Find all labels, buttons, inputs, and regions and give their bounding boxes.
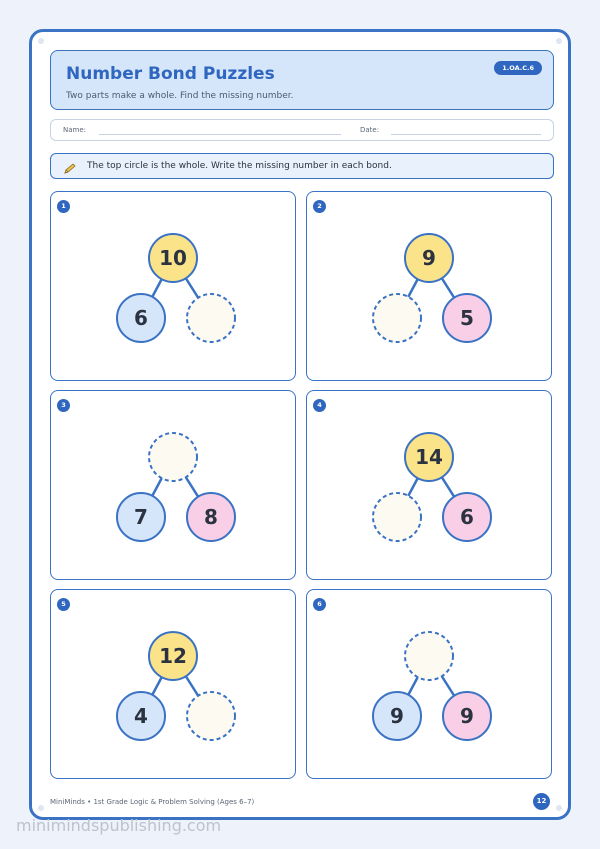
title-banner — [50, 50, 554, 110]
whole-value: 14 — [415, 445, 443, 469]
instructions-bar — [50, 153, 554, 179]
puzzle-card — [50, 589, 296, 779]
left-value: 6 — [134, 306, 148, 330]
left-value: 9 — [390, 704, 404, 728]
missing-left-circle[interactable] — [373, 493, 421, 541]
standard-badge: 1.OA.C.6 — [494, 61, 542, 75]
puzzle-card — [306, 589, 552, 779]
right-value: 5 — [460, 306, 474, 330]
number-bond-diagram — [307, 391, 553, 581]
left-value: 7 — [134, 505, 148, 529]
watermark: minimindspublishing.com — [16, 816, 222, 835]
number-bond-diagram — [51, 391, 297, 581]
corner-dot — [556, 805, 562, 811]
puzzle-card — [50, 191, 296, 381]
puzzle-number-badge: 3 — [57, 399, 70, 412]
right-value: 9 — [460, 704, 474, 728]
number-bond-diagram — [307, 192, 553, 382]
page-number-badge: 12 — [533, 793, 550, 810]
corner-dot — [38, 805, 44, 811]
puzzle-card — [306, 191, 552, 381]
pencil-icon — [63, 160, 77, 179]
puzzle-number-badge: 2 — [313, 200, 326, 213]
missing-whole-circle[interactable] — [405, 632, 453, 680]
puzzle-number-badge: 4 — [313, 399, 326, 412]
puzzle-card — [50, 390, 296, 580]
whole-value: 10 — [159, 246, 187, 270]
missing-whole-circle[interactable] — [149, 433, 197, 481]
page-subtitle: Two parts make a whole. Find the missing number. — [66, 91, 294, 101]
corner-dot — [556, 38, 562, 44]
right-value: 8 — [204, 505, 218, 529]
missing-right-circle[interactable] — [187, 692, 235, 740]
puzzle-number-badge: 6 — [313, 598, 326, 611]
footer-text: MiniMinds • 1st Grade Logic & Problem Solving (Ages 6–7) — [50, 798, 255, 806]
name-label: Name: — [63, 126, 87, 134]
name-line[interactable] — [99, 134, 341, 135]
instructions-text: The top circle is the whole. Write the missing number in each bond. — [87, 161, 392, 171]
name-date-bar — [50, 119, 554, 141]
whole-value: 9 — [422, 246, 436, 270]
left-value: 4 — [134, 704, 148, 728]
right-value: 6 — [460, 505, 474, 529]
page-title: Number Bond Puzzles — [66, 64, 275, 84]
whole-value: 12 — [159, 644, 187, 668]
number-bond-diagram — [51, 192, 297, 382]
date-label: Date: — [360, 126, 380, 134]
missing-left-circle[interactable] — [373, 294, 421, 342]
number-bond-diagram — [51, 590, 297, 780]
number-bond-diagram — [307, 590, 553, 780]
worksheet-page — [29, 29, 571, 820]
corner-dot — [38, 38, 44, 44]
puzzle-card — [306, 390, 552, 580]
puzzle-number-badge: 1 — [57, 200, 70, 213]
missing-right-circle[interactable] — [187, 294, 235, 342]
puzzle-number-badge: 5 — [57, 598, 70, 611]
date-line[interactable] — [391, 134, 541, 135]
